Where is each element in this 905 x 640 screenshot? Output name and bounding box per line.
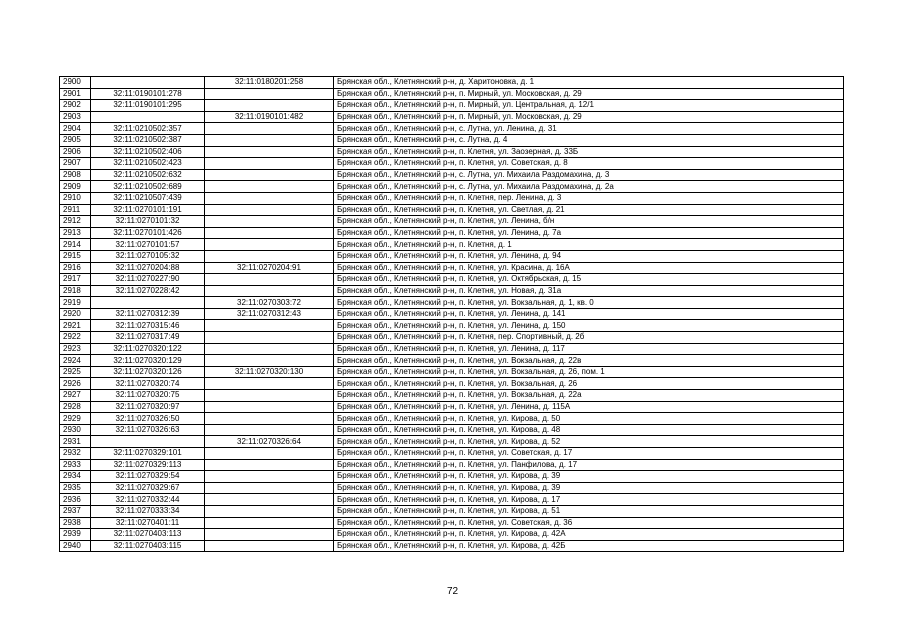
address-cell: Брянская обл., Клетнянский р-н, п. Клетня, ул. Ленина, д. 141 <box>334 308 844 320</box>
related-cadastral-number-cell <box>205 471 334 483</box>
cadastral-number-cell: 32:11:0270329:67 <box>91 482 205 494</box>
address-cell: Брянская обл., Клетнянский р-н, п. Клетня, ул. Октябрьская, д. 15 <box>334 274 844 286</box>
address-cell: Брянская обл., Клетнянский р-н, п. Клетня, пер. Ленина, д. 3 <box>334 192 844 204</box>
address-cell: Брянская обл., Клетнянский р-н, с. Лутна, ул. Михаила Раздомахина, д. 3 <box>334 169 844 181</box>
address-cell: Брянская обл., Клетнянский р-н, п. Клетня, ул. Советская, д. 8 <box>334 158 844 170</box>
address-cell: Брянская обл., Клетнянский р-н, п. Мирный, ул. Московская, д. 29 <box>334 111 844 123</box>
row-number-cell: 2925 <box>60 366 91 378</box>
cadastral-number-cell: 32:11:0270320:122 <box>91 343 205 355</box>
table-row <box>60 250 844 262</box>
row-number-cell: 2903 <box>60 111 91 123</box>
row-number-cell: 2932 <box>60 448 91 460</box>
related-cadastral-number-cell <box>205 390 334 402</box>
table-row <box>60 320 844 332</box>
table-row <box>60 390 844 402</box>
table-row <box>60 540 844 552</box>
address-cell: Брянская обл., Клетнянский р-н, п. Клетня, пер. Спортивный, д. 2б <box>334 332 844 344</box>
row-number-cell: 2914 <box>60 239 91 251</box>
address-cell: Брянская обл., Клетнянский р-н, п. Клетня, ул. Кирова, д. 50 <box>334 413 844 425</box>
related-cadastral-number-cell <box>205 123 334 135</box>
address-cell: Брянская обл., Клетнянский р-н, п. Клетня, ул. Кирова, д. 52 <box>334 436 844 448</box>
table-row <box>60 297 844 309</box>
row-number-cell: 2940 <box>60 540 91 552</box>
row-number-cell: 2926 <box>60 378 91 390</box>
row-number-cell: 2936 <box>60 494 91 506</box>
cadastral-number-cell <box>91 297 205 309</box>
cadastral-number-cell <box>91 436 205 448</box>
cadastral-number-cell: 32:11:0270403:115 <box>91 540 205 552</box>
table-row <box>60 436 844 448</box>
table-row <box>60 494 844 506</box>
related-cadastral-number-cell <box>205 239 334 251</box>
related-cadastral-number-cell <box>205 134 334 146</box>
address-cell: Брянская обл., Клетнянский р-н, п. Клетня, ул. Ленина, д. 7а <box>334 227 844 239</box>
related-cadastral-number-cell <box>205 181 334 193</box>
row-number-cell: 2909 <box>60 181 91 193</box>
table-row <box>60 88 844 100</box>
table-row <box>60 239 844 251</box>
cadastral-number-cell <box>91 77 205 89</box>
row-number-cell: 2905 <box>60 134 91 146</box>
address-cell: Брянская обл., Клетнянский р-н, п. Клетня, ул. Вокзальная, д. 22в <box>334 355 844 367</box>
address-cell: Брянская обл., Клетнянский р-н, п. Клетня, ул. Кирова, д. 42Б <box>334 540 844 552</box>
related-cadastral-number-cell <box>205 413 334 425</box>
cadastral-number-cell: 32:11:0270204:88 <box>91 262 205 274</box>
related-cadastral-number-cell <box>205 216 334 228</box>
related-cadastral-number-cell <box>205 529 334 541</box>
related-cadastral-number-cell <box>205 274 334 286</box>
cadastral-number-cell: 32:11:0270333:34 <box>91 505 205 517</box>
address-cell: Брянская обл., Клетнянский р-н, п. Клетня, д. 1 <box>334 239 844 251</box>
related-cadastral-number-cell <box>205 227 334 239</box>
table-row <box>60 424 844 436</box>
address-cell: Брянская обл., Клетнянский р-н, п. Клетня, ул. Советская, д. 36 <box>334 517 844 529</box>
row-number-cell: 2917 <box>60 274 91 286</box>
address-cell: Брянская обл., Клетнянский р-н, п. Клетня, ул. Кирова, д. 51 <box>334 505 844 517</box>
cadastral-number-cell: 32:11:0190101:278 <box>91 88 205 100</box>
related-cadastral-number-cell <box>205 517 334 529</box>
cadastral-number-cell: 32:11:0210502:423 <box>91 158 205 170</box>
row-number-cell: 2916 <box>60 262 91 274</box>
table-row <box>60 471 844 483</box>
table-row <box>60 401 844 413</box>
related-cadastral-number-cell: 32:11:0270320:130 <box>205 366 334 378</box>
cadastral-number-cell: 32:11:0270105:32 <box>91 250 205 262</box>
cadastral-number-cell: 32:11:0210502:357 <box>91 123 205 135</box>
row-number-cell: 2900 <box>60 77 91 89</box>
related-cadastral-number-cell <box>205 401 334 413</box>
row-number-cell: 2908 <box>60 169 91 181</box>
row-number-cell: 2901 <box>60 88 91 100</box>
related-cadastral-number-cell: 32:11:0180201:258 <box>205 77 334 89</box>
table-row <box>60 285 844 297</box>
cadastral-number-cell: 32:11:0270101:426 <box>91 227 205 239</box>
address-cell: Брянская обл., Клетнянский р-н, п. Клетня, ул. Вокзальная, д. 1, кв. 0 <box>334 297 844 309</box>
cadastral-number-cell: 32:11:0270326:63 <box>91 424 205 436</box>
address-cell: Брянская обл., Клетнянский р-н, п. Клетня, ул. Вокзальная, д. 26 <box>334 378 844 390</box>
page-number: 72 <box>446 586 459 597</box>
cadastral-number-cell: 32:11:0210502:632 <box>91 169 205 181</box>
cadastral-number-cell: 32:11:0210507:439 <box>91 192 205 204</box>
address-cell: Брянская обл., Клетнянский р-н, п. Мирный, ул. Центральная, д. 12/1 <box>334 100 844 112</box>
related-cadastral-number-cell <box>205 169 334 181</box>
address-cell: Брянская обл., Клетнянский р-н, п. Клетня, ул. Ленина, б/н <box>334 216 844 228</box>
row-number-cell: 2920 <box>60 308 91 320</box>
row-number-cell: 2928 <box>60 401 91 413</box>
row-number-cell: 2929 <box>60 413 91 425</box>
row-number-cell: 2919 <box>60 297 91 309</box>
cadastral-number-cell: 32:11:0190101:295 <box>91 100 205 112</box>
cadastral-number-cell: 32:11:0270320:74 <box>91 378 205 390</box>
row-number-cell: 2927 <box>60 390 91 402</box>
row-number-cell: 2923 <box>60 343 91 355</box>
row-number-cell: 2910 <box>60 192 91 204</box>
related-cadastral-number-cell: 32:11:0270303:72 <box>205 297 334 309</box>
cadastral-number-cell: 32:11:0270320:126 <box>91 366 205 378</box>
related-cadastral-number-cell <box>205 378 334 390</box>
related-cadastral-number-cell <box>205 332 334 344</box>
table-row <box>60 204 844 216</box>
address-cell: Брянская обл., Клетнянский р-н, д. Харитоновка, д. 1 <box>334 77 844 89</box>
related-cadastral-number-cell <box>205 320 334 332</box>
cadastral-number-cell: 32:11:0270312:39 <box>91 308 205 320</box>
address-cell: Брянская обл., Клетнянский р-н, п. Клетня, ул. Кирова, д. 48 <box>334 424 844 436</box>
address-cell: Брянская обл., Клетнянский р-н, п. Клетня, ул. Вокзальная, д. 22а <box>334 390 844 402</box>
related-cadastral-number-cell: 32:11:0270204:91 <box>205 262 334 274</box>
address-cell: Брянская обл., Клетнянский р-н, п. Клетня, ул. Ленина, д. 94 <box>334 250 844 262</box>
row-number-cell: 2902 <box>60 100 91 112</box>
cadastral-number-cell: 32:11:0270403:113 <box>91 529 205 541</box>
address-cell: Брянская обл., Клетнянский р-н, п. Клетня, ул. Кирова, д. 17 <box>334 494 844 506</box>
cadastral-number-cell: 32:11:0270326:50 <box>91 413 205 425</box>
row-number-cell: 2921 <box>60 320 91 332</box>
table-row <box>60 343 844 355</box>
address-cell: Брянская обл., Клетнянский р-н, с. Лутна, ул. Ленина, д. 31 <box>334 123 844 135</box>
table-row <box>60 192 844 204</box>
related-cadastral-number-cell <box>205 448 334 460</box>
table-row <box>60 216 844 228</box>
cadastral-number-cell: 32:11:0270329:101 <box>91 448 205 460</box>
related-cadastral-number-cell <box>205 250 334 262</box>
address-cell: Брянская обл., Клетнянский р-н, п. Клетня, ул. Советская, д. 17 <box>334 448 844 460</box>
table-row <box>60 158 844 170</box>
row-number-cell: 2913 <box>60 227 91 239</box>
related-cadastral-number-cell <box>205 482 334 494</box>
table-row <box>60 505 844 517</box>
row-number-cell: 2939 <box>60 529 91 541</box>
related-cadastral-number-cell: 32:11:0270312:43 <box>205 308 334 320</box>
cadastral-number-cell: 32:11:0270320:97 <box>91 401 205 413</box>
related-cadastral-number-cell <box>205 505 334 517</box>
table-row <box>60 517 844 529</box>
cadastral-number-cell: 32:11:0270317:49 <box>91 332 205 344</box>
address-cell: Брянская обл., Клетнянский р-н, п. Клетня, ул. Заозерная, д. 33Б <box>334 146 844 158</box>
table-row <box>60 482 844 494</box>
address-cell: Брянская обл., Клетнянский р-н, п. Клетня, ул. Вокзальная, д. 26, пом. 1 <box>334 366 844 378</box>
row-number-cell: 2937 <box>60 505 91 517</box>
cadastral-number-cell: 32:11:0270315:46 <box>91 320 205 332</box>
table-row <box>60 77 844 89</box>
related-cadastral-number-cell: 32:11:0190101:482 <box>205 111 334 123</box>
address-cell: Брянская обл., Клетнянский р-н, п. Клетня, ул. Красина, д. 16А <box>334 262 844 274</box>
table-row <box>60 529 844 541</box>
table-row <box>60 355 844 367</box>
cadastral-number-cell: 32:11:0270101:32 <box>91 216 205 228</box>
table-row <box>60 274 844 286</box>
related-cadastral-number-cell <box>205 343 334 355</box>
address-cell: Брянская обл., Клетнянский р-н, с. Лутна, ул. Михаила Раздомахина, д. 2а <box>334 181 844 193</box>
row-number-cell: 2924 <box>60 355 91 367</box>
related-cadastral-number-cell <box>205 355 334 367</box>
related-cadastral-number-cell <box>205 459 334 471</box>
table-row <box>60 459 844 471</box>
related-cadastral-number-cell: 32:11:0270326:64 <box>205 436 334 448</box>
row-number-cell: 2911 <box>60 204 91 216</box>
related-cadastral-number-cell <box>205 88 334 100</box>
related-cadastral-number-cell <box>205 192 334 204</box>
table-row <box>60 181 844 193</box>
address-cell: Брянская обл., Клетнянский р-н, п. Клетня, ул. Ленина, д. 150 <box>334 320 844 332</box>
table-row <box>60 413 844 425</box>
address-cell: Брянская обл., Клетнянский р-н, п. Клетня, ул. Панфилова, д. 17 <box>334 459 844 471</box>
address-cell: Брянская обл., Клетнянский р-н, п. Клетня, ул. Кирова, д. 42А <box>334 529 844 541</box>
cadastral-number-cell: 32:11:0270401:11 <box>91 517 205 529</box>
cadastral-number-cell: 32:11:0270101:191 <box>91 204 205 216</box>
related-cadastral-number-cell <box>205 494 334 506</box>
table-row <box>60 308 844 320</box>
row-number-cell: 2933 <box>60 459 91 471</box>
table-row <box>60 169 844 181</box>
address-cell: Брянская обл., Клетнянский р-н, п. Клетня, ул. Светлая, д. 21 <box>334 204 844 216</box>
related-cadastral-number-cell <box>205 204 334 216</box>
row-number-cell: 2907 <box>60 158 91 170</box>
table-row <box>60 134 844 146</box>
cadastral-number-cell: 32:11:0270320:75 <box>91 390 205 402</box>
address-cell: Брянская обл., Клетнянский р-н, п. Мирный, ул. Московская, д. 29 <box>334 88 844 100</box>
cadastral-number-cell: 32:11:0270320:129 <box>91 355 205 367</box>
row-number-cell: 2931 <box>60 436 91 448</box>
row-number-cell: 2915 <box>60 250 91 262</box>
address-cell: Брянская обл., Клетнянский р-н, п. Клетня, ул. Ленина, д. 117 <box>334 343 844 355</box>
table-row <box>60 123 844 135</box>
row-number-cell: 2938 <box>60 517 91 529</box>
related-cadastral-number-cell <box>205 146 334 158</box>
address-cell: Брянская обл., Клетнянский р-н, п. Клетня, ул. Новая, д. 31а <box>334 285 844 297</box>
address-cell: Брянская обл., Клетнянский р-н, п. Клетня, ул. Кирова, д. 39 <box>334 471 844 483</box>
row-number-cell: 2904 <box>60 123 91 135</box>
table-row <box>60 227 844 239</box>
row-number-cell: 2930 <box>60 424 91 436</box>
table-row <box>60 146 844 158</box>
cadastral-number-cell: 32:11:0270228:42 <box>91 285 205 297</box>
table-row <box>60 111 844 123</box>
cadastral-number-cell: 32:11:0270227:90 <box>91 274 205 286</box>
property-register-table <box>59 76 844 552</box>
address-cell: Брянская обл., Клетнянский р-н, п. Клетня, ул. Кирова, д. 39 <box>334 482 844 494</box>
related-cadastral-number-cell <box>205 540 334 552</box>
cadastral-number-cell: 32:11:0270329:54 <box>91 471 205 483</box>
row-number-cell: 2922 <box>60 332 91 344</box>
register-table-body <box>60 77 844 552</box>
table-row <box>60 262 844 274</box>
table-row <box>60 100 844 112</box>
table-row <box>60 332 844 344</box>
table-row <box>60 366 844 378</box>
table-row <box>60 378 844 390</box>
related-cadastral-number-cell <box>205 424 334 436</box>
cadastral-number-cell: 32:11:0270329:113 <box>91 459 205 471</box>
cadastral-number-cell: 32:11:0210502:406 <box>91 146 205 158</box>
table-row <box>60 448 844 460</box>
related-cadastral-number-cell <box>205 158 334 170</box>
cadastral-number-cell: 32:11:0270101:57 <box>91 239 205 251</box>
cadastral-number-cell <box>91 111 205 123</box>
row-number-cell: 2918 <box>60 285 91 297</box>
row-number-cell: 2906 <box>60 146 91 158</box>
related-cadastral-number-cell <box>205 285 334 297</box>
cadastral-number-cell: 32:11:0210502:689 <box>91 181 205 193</box>
address-cell: Брянская обл., Клетнянский р-н, п. Клетня, ул. Ленина, д. 115А <box>334 401 844 413</box>
cadastral-number-cell: 32:11:0270332:44 <box>91 494 205 506</box>
cadastral-number-cell: 32:11:0210502:387 <box>91 134 205 146</box>
address-cell: Брянская обл., Клетнянский р-н, с. Лутна, д. 4 <box>334 134 844 146</box>
row-number-cell: 2934 <box>60 471 91 483</box>
row-number-cell: 2935 <box>60 482 91 494</box>
row-number-cell: 2912 <box>60 216 91 228</box>
related-cadastral-number-cell <box>205 100 334 112</box>
